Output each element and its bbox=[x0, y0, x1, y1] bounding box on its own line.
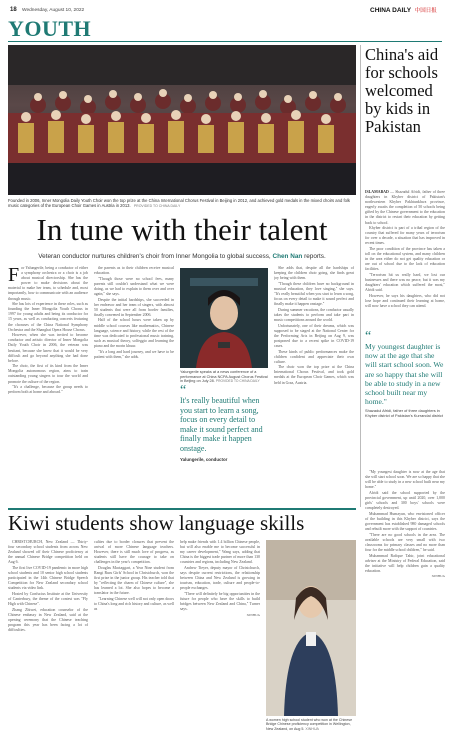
conductor-photo-caption bbox=[180, 370, 268, 384]
byline-suffix: reports. bbox=[304, 253, 326, 260]
page-date: Wednesday, August 10, 2022 bbox=[22, 8, 85, 13]
bottom-headline: Kiwi students show language skills bbox=[8, 511, 305, 535]
side-body-2 bbox=[365, 470, 445, 740]
main-col-1-p5: "It's a challenge, because the group needs to perform both at home and abroad." bbox=[8, 385, 88, 395]
page-number: 18 bbox=[10, 7, 17, 13]
student-photo-caption bbox=[266, 718, 356, 731]
conductor-caption-credit: PROVIDED TO CHINA DAILY bbox=[215, 379, 260, 384]
section-title: YOUTH bbox=[8, 16, 92, 41]
main-col-1-p2: She has lots of experience in these roles, such as founding the Inner Mongolia Youth Chorus in 1997 for young adults and being its conductor for 15 years, as well as conducting concerts featuring the choruses of the China National Symphony Orchestra and the Shanghai Opera House Chorus. bbox=[8, 302, 88, 332]
side-body bbox=[365, 190, 445, 330]
side-body2-p3: Muhammad Humayun, who envisioned officer of the building in this Khyber district, says the government has established 980 damaged schools and rebuilt more with the support of countries. bbox=[365, 511, 445, 532]
student-caption-credit: XINHUA bbox=[305, 726, 319, 731]
bottom-col-1-p3: Hosted by Confucius Institute at the University of Canterbury, the theme of the contest was "Fly High with Chinese". bbox=[8, 591, 88, 607]
bottom-col-3-p2: Andrew Tieyer, deputy mayor of Christchurch, says despite current restrictions, the relationship between China and New Zealand is growing in tourism, education, trade, culture and people-to-people exchanges. bbox=[180, 565, 260, 591]
main-col-2-p2: "Though those were no school fees, many parents still couldn't understand what we were doing, as we had to explain to them over and over again," she says. bbox=[94, 276, 174, 296]
student-photo bbox=[266, 540, 356, 716]
main-col-3 bbox=[274, 266, 354, 504]
side-body-p3: The poor condition of the province has taken a toll on the educational system, and many children in the area either do not get quality education or are out of school due to the lack of education facilities. bbox=[365, 247, 445, 272]
main-col-1-p4: The choir, the first of its kind from the Inner Mongolia autonomous region, aims to train outstanding young singers to tour the world and promote the culture of the region. bbox=[8, 364, 88, 384]
dropcap: F bbox=[8, 266, 20, 286]
bottom-rule bbox=[8, 508, 356, 510]
side-dateline: ISLAMABAD bbox=[365, 190, 389, 194]
bottom-col-3 bbox=[180, 540, 260, 740]
top-photo-caption bbox=[8, 198, 356, 209]
bottom-col-1 bbox=[8, 540, 88, 740]
side-pullquote-attribution: Shazadul Afridi, father of three daughters in Khyber district of Pakistan's Kurrandal district bbox=[365, 408, 443, 419]
side-pullquote bbox=[365, 329, 445, 419]
deck-text: Veteran conductor nurtures children's choir from Inner Mongolia to global success, bbox=[38, 253, 271, 260]
main-col-3-p2: "Though these children have no background in musical education, they love singing," she says. "It's really beautiful when you start to learn a song, focus on every detail to make it sound perfect and finally make it happen onstage." bbox=[274, 281, 354, 307]
bottom-col-1-p4: Zhang Zhiwei, education counselor of the Chinese embassy in New Zealand, said at the opening ceremony that the Chinese teaching program this year has been facing a lot of difficulties. bbox=[8, 607, 88, 633]
side-body2-p2: Afridi said the school supported by the provincial government, up until 2020, over 1,000 girls' schools and 300 boys' schools were completely destroyed. bbox=[365, 490, 445, 511]
brand-logo bbox=[370, 6, 437, 14]
side-body-p4: "Terrorism hit us really hard, we lost our businesses and there was no peace, but it was my daughters' education which suffered the most," Afridi said. bbox=[365, 273, 445, 293]
pullquote-text: It's really beautiful when you start to learn a song, focus on every detail to make it sound perfect and finally make it happen onstage. bbox=[180, 396, 263, 453]
side-body-p5: However, he says his daughters, who did not lose hope and continued their learning at home, will now have a school they can attend. bbox=[365, 293, 445, 309]
bottom-col-1-p1: CHRISTCHURCH, New Zealand — Thirty-four secondary school students from across New Zealand showed off their Chinese proficiency at the annual Chinese Bridge competition held on Aug 6. bbox=[8, 540, 88, 565]
side-body-p2: Khyber district is part of a tribal region of the country that suffered for many years of terrorism for over a decade, a situation that has improved in recent times. bbox=[365, 226, 445, 246]
side-divider bbox=[360, 45, 361, 507]
main-col-2 bbox=[94, 266, 174, 504]
byline: Chen Nan bbox=[272, 253, 303, 260]
main-col-1-p3: However, when she was invited to become conductor and artistic director of Inner Mongolia Daily Youth Choir in 2006, the veteran was hesitant, because she knew that it would be very difficult and go beyond anything she had done before. bbox=[8, 333, 88, 363]
conductor-photo-art bbox=[180, 268, 268, 368]
main-col-3-p1: She adds that, despite all the hardships of keeping the children choir going, she finds great joy being with them. bbox=[274, 266, 354, 281]
side-body2-credit: XINHUA bbox=[431, 574, 445, 579]
bottom-col-2-p1: culties due to border closures that prevent the arrival of more Chinese language teachers. However, there is still much love of progress, as students still have the courage to take on challenges in the year's competition. bbox=[94, 540, 174, 565]
side-headline: China's aid for schools welcomed by kids in Pakistan bbox=[365, 45, 439, 136]
main-col-3-p6: The choir won the top prize at the China International Chorus Festival, and took gold medals at the European Choir Games, which was held in Graz, Austria. bbox=[274, 365, 354, 385]
side-body2-p4: "There are no good schools in the area. The available schools are very small with two classrooms for primary classes and no more than four for the middle school children," he said. bbox=[365, 532, 445, 552]
main-col-3-p5: These kinds of public performances make the children confident and appreciate their own culture. bbox=[274, 349, 354, 364]
bottom-col-2 bbox=[94, 540, 174, 740]
conductor-caption-text: Yalungerile speaks at a news conference of a performance at China NCPA August Chorus Festival in Beijing on July 28. bbox=[180, 370, 268, 384]
main-col-1 bbox=[8, 266, 88, 504]
main-col-1-p1: or Yalungerile, being a conductor of either a symphony orchestra or a choir is a job about musical directorship. She has the power to make decisions about the material to make her team, to schedule and, most importantly, how to communicate with an audience through music. bbox=[8, 266, 88, 301]
side-body2-p1: "My youngest daughter is now at the age that she will start school soon. We are so happy that she will be able to study in a new school built near my home." bbox=[365, 470, 445, 490]
bottom-col-1-p2: The first live COVID-19 pandemic in more high school students and 10 senior high school students participated in the 14th Chinese Bridge Speech Competition for New Zealand secondary school students via video link. bbox=[8, 565, 88, 591]
bottom-col-3-p1: help make friends with 1.4 billion Chinese people, but will also enable me to become successful in my career development," Wang says, adding that China is the biggest trade partner of more than 130 countries and regions, including New Zealand. bbox=[180, 540, 260, 565]
bottom-col-2-p3: "Learning Chinese well will not only open doors to China's long and rich history and culture, as well as bbox=[94, 597, 174, 612]
choir-photo-art bbox=[8, 45, 356, 195]
side-pullquote-text: My youngest daughter is now at the age that she will start school soon. We are so happy that she will be able to study in a new school built near my home." bbox=[365, 342, 444, 407]
main-col-2-p4: Half of the school hours were taken up by middle school courses like mathematics, Chinese language, science and history, while the rest of the time was dedicated to professional music training, such as musical theory, solfeggio and learning the piano and the morin khuur. bbox=[94, 318, 174, 348]
main-col-2-p5: "It's a long and hard journey, and we have to be patient with them," she adds. bbox=[94, 349, 174, 359]
side-pullquote-mark-icon: “ bbox=[365, 329, 372, 344]
brand-name-cn: 中国日报 bbox=[414, 8, 437, 14]
pullquote-mark-icon: “ bbox=[180, 383, 187, 398]
top-photo-caption-text: Founded in 2006, Inner Mongolia Daily Youth Choir won the top prize at the China International Chorus Festival in Beijing in 2012, and achieved gold medals in the mixed choirs and folk music categories of the European Choir Games in Austria in 2013. bbox=[8, 198, 350, 208]
side-body2-p5: Muhammad Rafique Tahir, joint educational adviser at the Ministry of Federal Education, said the initiative will help children gain a quality education. bbox=[365, 553, 445, 573]
main-col-3-p4: Unfortunately, one of their dreams, which was supposed to be staged at the National Center for the Performing Arts in Beijing on Aug 9, was postponed due to a recent spike in COVID-19 cases. bbox=[274, 323, 354, 348]
conductor-photo bbox=[180, 268, 268, 368]
main-col-3-p3: During summer vacations, the conductor usually takes the students to perform and take part in music competitions around the world. bbox=[274, 307, 354, 322]
top-photo-credit: PROVIDED TO CHINA DAILY bbox=[133, 204, 181, 208]
bottom-col-3-credit: XINHUA bbox=[246, 612, 260, 617]
bottom-col-3-p3: "There will definitely be big opportunities in the future for people who have the skills to build bridges between New Zealand and China," Turner says. bbox=[180, 591, 260, 612]
student-caption-text: A women high school student who won at the Chinese Bridge Chinese proficiency competition in Wellington, New Zealand, on Aug 5. bbox=[266, 718, 353, 731]
main-deck bbox=[8, 253, 356, 260]
header-rule bbox=[8, 41, 442, 42]
student-photo-art bbox=[266, 540, 356, 716]
choir-photo bbox=[8, 45, 356, 195]
main-col-2-p3: Despite the initial hardships, she succeeded in her endeavor and her team of singers, with almost 50 students that were all from border families, finally convened in September 2006. bbox=[94, 297, 174, 317]
bottom-col-2-p2: Douglas Mactaggart, a Year Nine student from Rangi Ruru Girls' School in Christchurch, won the first prize in the junior group. His teacher told that by "reflecting the charm of Chinese culture", she has learned a lot. She also hopes to become a translator in the future. bbox=[94, 565, 174, 596]
side-body-p1: — Shazadul Afridi, father of three daughters in Khyber district of Pakistan's northwestern Khyber Pakhtunkhwa province, eagerly awaits the completion of 50 schools being gifted by the Chinese government to the education in the district to restart their education by getting back to school. bbox=[365, 190, 445, 225]
brand-name: CHINA DAILY bbox=[370, 7, 411, 14]
main-col-2-p1: the parents as to their children receive musical education. bbox=[94, 266, 174, 276]
main-pullquote bbox=[180, 383, 268, 462]
main-headline: In tune with their talent bbox=[36, 212, 328, 247]
pullquote-attribution: Yalungerile, conductor bbox=[180, 456, 228, 462]
